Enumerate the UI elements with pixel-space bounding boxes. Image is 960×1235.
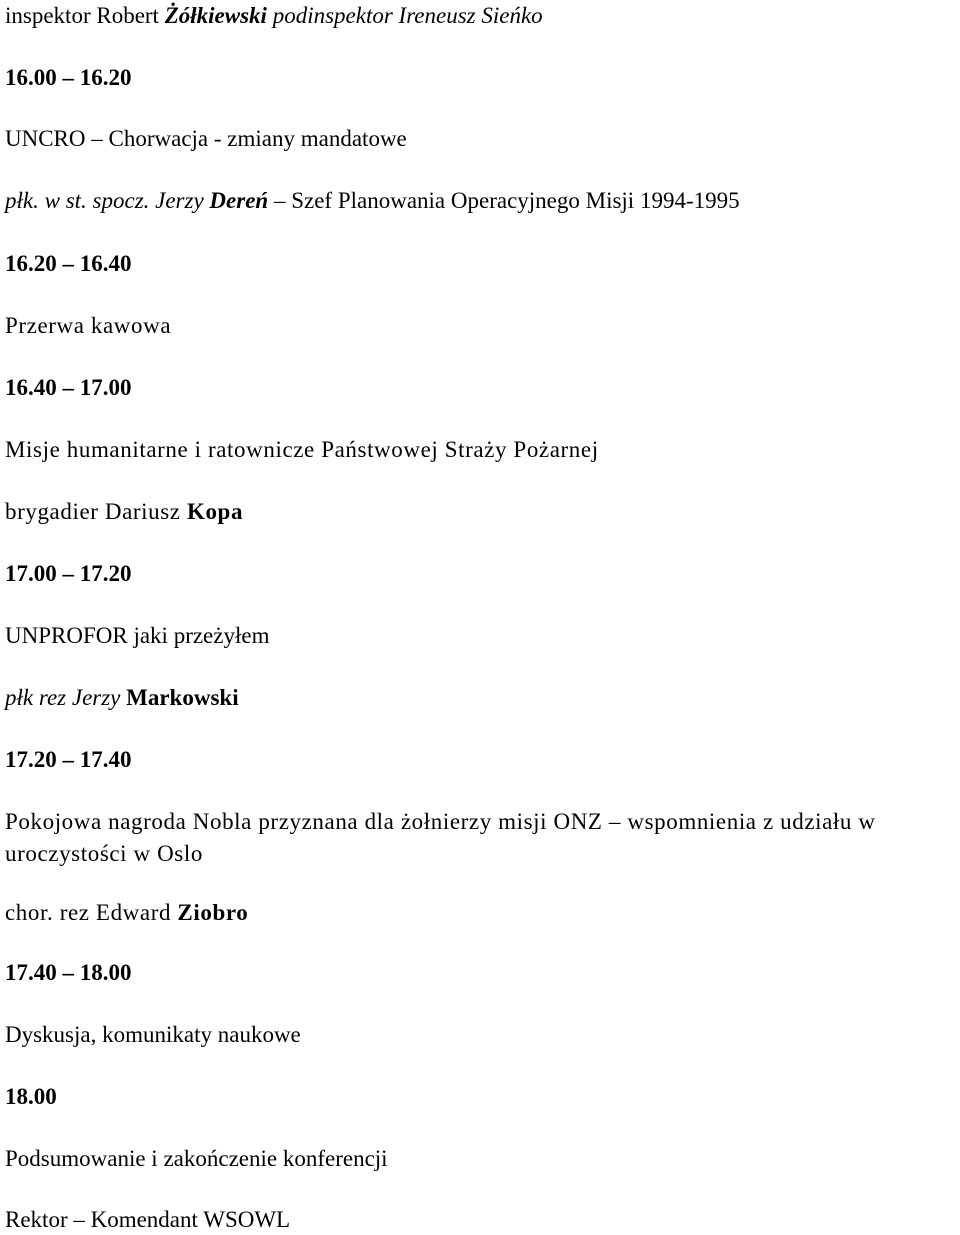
speaker-line xyxy=(5,898,248,928)
time-slot: 16.00 – 16.20 xyxy=(5,65,132,90)
session-title: UNPROFOR jaki przeżyłem xyxy=(5,623,270,648)
speaker-line xyxy=(5,497,243,527)
speaker-surname: Dereń xyxy=(209,188,269,213)
break-title: Przerwa kawowa xyxy=(5,313,172,338)
closing-speaker: Rektor – Komendant WSOWL xyxy=(5,1207,291,1232)
time-slot: 17.40 – 18.00 xyxy=(5,960,132,985)
speaker-rank: płk. w st. spocz. Jerzy xyxy=(5,188,204,213)
time-slot: 17.00 – 17.20 xyxy=(5,561,132,586)
session-title: Podsumowanie i zakończenie konferencji xyxy=(5,1146,388,1171)
speaker-rank: inspektor Robert xyxy=(5,3,159,28)
time-slot: 18.00 xyxy=(5,1084,57,1109)
speaker-surname: Żółkiewski xyxy=(164,3,267,28)
speaker-rank: brygadier Dariusz xyxy=(5,499,181,524)
speaker-rank: płk rez Jerzy xyxy=(5,685,121,710)
time-slot: 16.40 – 17.00 xyxy=(5,375,132,400)
session-title: UNCRO – Chorwacja - zmiany mandatowe xyxy=(5,126,407,151)
session-title: Pokojowa nagroda Nobla przyznana dla żołnierzy misji ONZ – wspomnienia z udziału w uroczystości w Oslo xyxy=(5,809,876,866)
speaker-rank: chor. rez Edward xyxy=(5,900,172,925)
speakers-opening xyxy=(5,1,543,31)
speaker-surname: Kopa xyxy=(186,499,244,524)
time-slot: 17.20 – 17.40 xyxy=(5,747,132,772)
session-title: Dyskusja, komunikaty naukowe xyxy=(5,1022,301,1047)
speaker-surname: Ziobro xyxy=(177,900,249,925)
time-slot: 16.20 – 16.40 xyxy=(5,251,132,276)
speaker-line xyxy=(5,186,740,216)
speaker-line xyxy=(5,683,239,713)
speaker-surname: Markowski xyxy=(126,685,239,710)
session-title: Misje humanitarne i ratownicze Państwowej Straży Pożarnej xyxy=(5,437,599,462)
speaker-rank: podinspektor Ireneusz Sieńko xyxy=(272,3,543,28)
speaker-role: – Szef Planowania Operacyjnego Misji 1994-1995 xyxy=(273,188,740,213)
